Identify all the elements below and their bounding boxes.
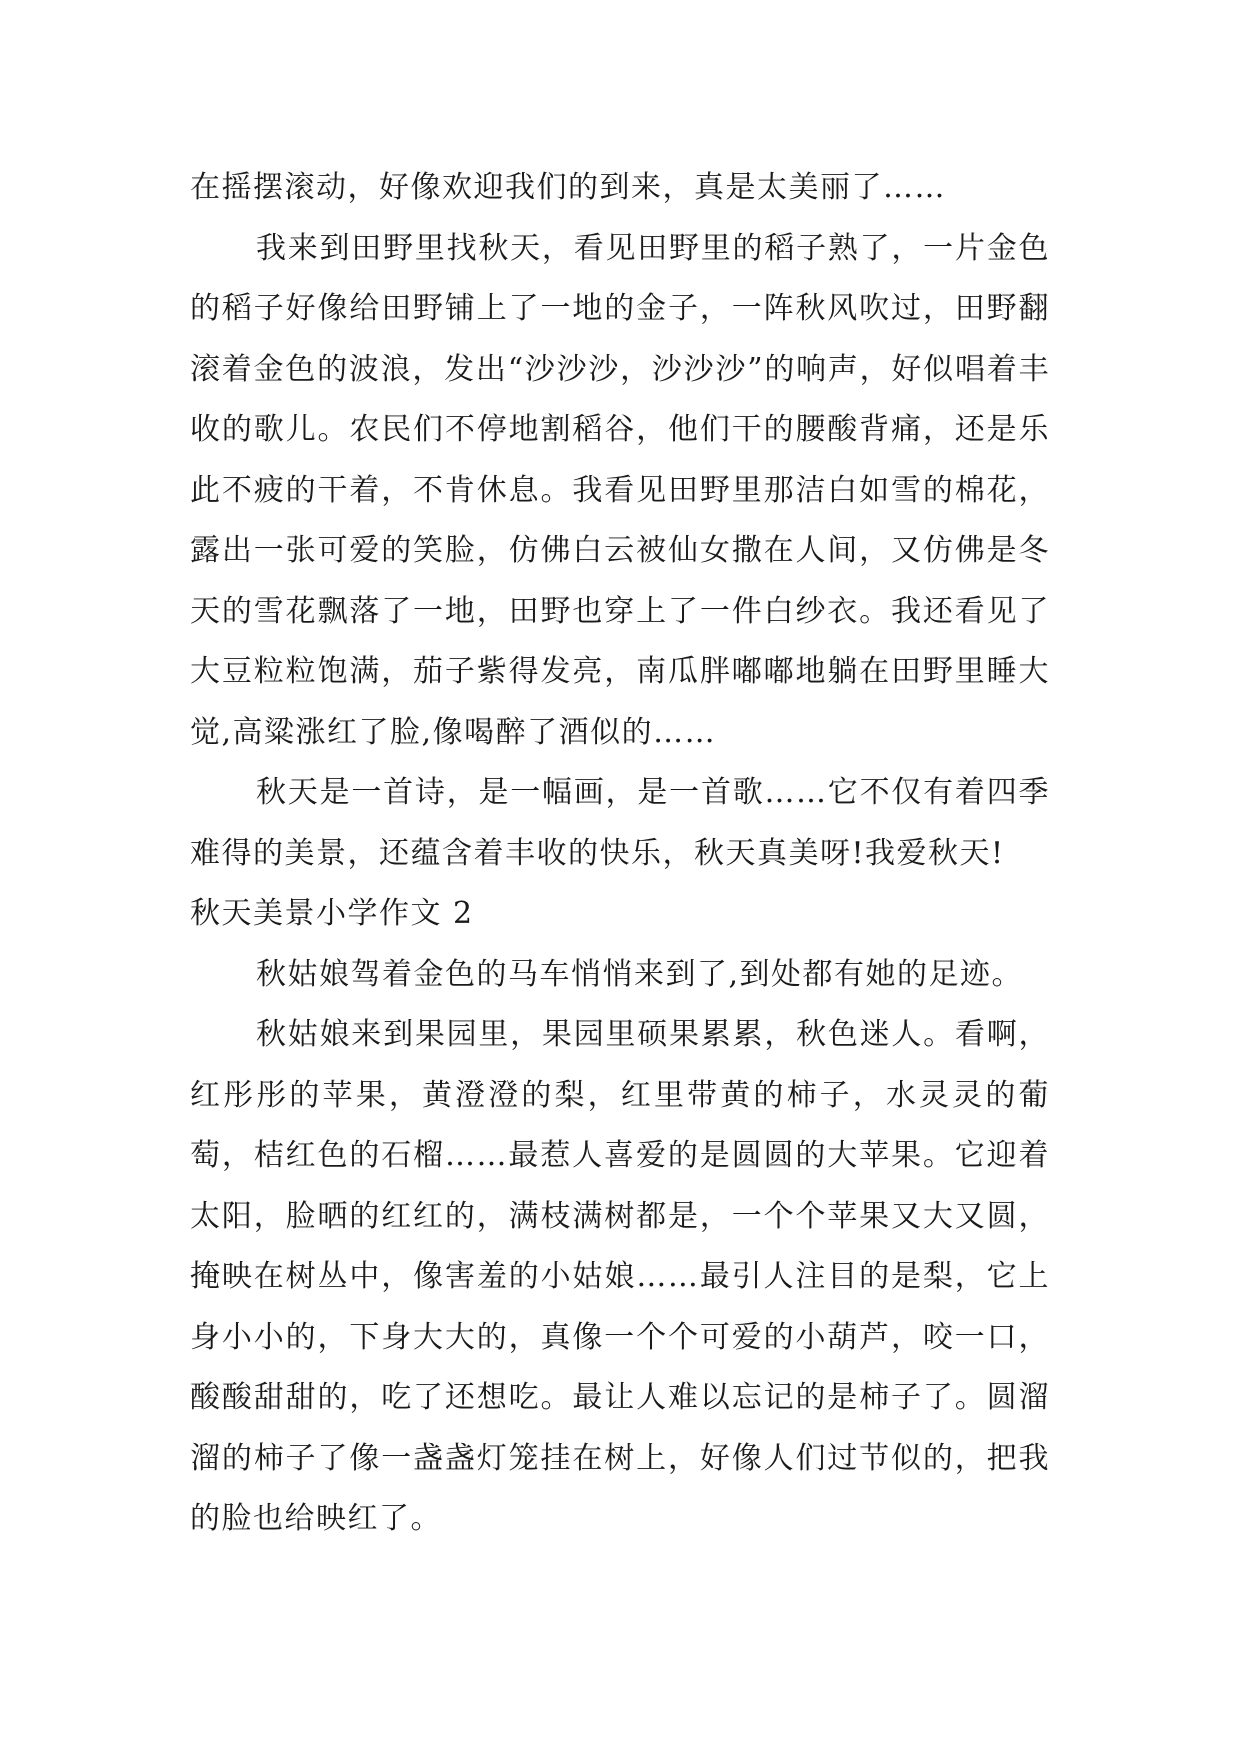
paragraph-conclusion: 秋天是一首诗，是一幅画，是一首歌……它不仅有着四季难得的美景，还蕴含着丰收的快乐，秋天真美呀!我爱秋天! <box>190 775 1050 871</box>
paragraph-orchard: 秋姑娘来到果园里，果园里硕果累累，秋色迷人。看啊，红彤彤的苹果，黄澄澄的梨，红里带黄的柿子，水灵灵的葡萄，桔红色的石榴……最惹人喜爱的是圆圆的大苹果。它迎着太阳，脸晒的红红的，满枝满树都是，一个个苹果又大又圆，掩映在树丛中，像害羞的小姑娘……最引人注目的是梨，它上身小小的，下身大大的，真像一个个可爱的小葫芦，咬一口，酸酸甜甜的，吃了还想吃。最让人难以忘记的是柿子了。圆溜溜的柿子了像一盏盏灯笼挂在树上，好像人们过节似的，把我的脸也给映红了。 <box>190 1017 1050 1536</box>
document-body <box>190 158 1050 1550</box>
paragraph-fields: 我来到田野里找秋天，看见田野里的稻子熟了，一片金色的稻子好像给田野铺上了一地的金子，一阵秋风吹过，田野翻滚着金色的波浪，发出“沙沙沙，沙沙沙”的响声，好似唱着丰收的歌儿。农民们不停地割稻谷，他们干的腰酸背痛，还是乐此不疲的干着，不肯休息。我看见田野里那洁白如雪的棉花，露出一张可爱的笑脸，仿佛白云被仙女撒在人间，又仿佛是冬天的雪花飘落了一地，田野也穿上了一件白纱衣。我还看见了大豆粒粒饱满，茄子紫得发亮，南瓜胖嘟嘟地躺在田野里睡大觉,高粱涨红了脸,像喝醉了酒似的…… <box>190 230 1050 750</box>
paragraph-continuation: 在摇摆滚动，好像欢迎我们的到来，真是太美丽了…… <box>190 170 946 205</box>
paragraph-intro: 秋姑娘驾着金色的马车悄悄来到了,到处都有她的足迹。 <box>256 956 1024 992</box>
essay-title: 秋天美景小学作文 2 <box>190 896 474 931</box>
